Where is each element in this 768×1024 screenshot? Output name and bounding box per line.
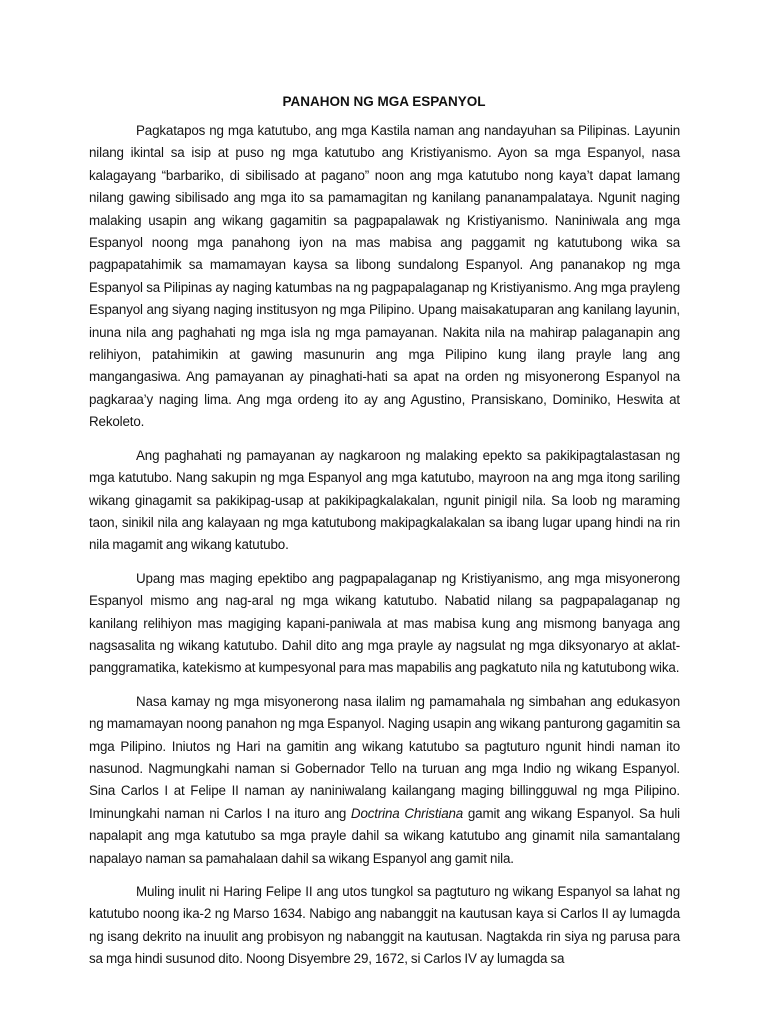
document-body <box>89 120 680 982</box>
paragraph-3: Upang mas maging epektibo ang pagpapalaganap ng Kristiyanismo, ang mga misyonerong Espanyol mismo ang nag-aral ng mga wikang katutubo. Nabatid nilang sa pagpapalaganap ng kanilang relihiyon mas magiging kapani-paniwala at mas mabisa kung ang mismong banyaga ang nagsasalita ng wikang katutubo. Dahil dito ang mga prayle ay nagsulat ng mga diksyonaryo at aklat-panggramatika, katekismo at kumpesyonal para mas mapabilis ang pagkatuto nila ng katutubong wika. <box>89 570 680 676</box>
paragraph-4-italic-title: Doctrina Christiana <box>350 805 464 821</box>
paragraph-4 <box>89 691 680 870</box>
paragraph-2: Ang paghahati ng pamayanan ay nagkaroon ng malaking epekto sa pakikipagtalastasan ng mga katutubo. Nang sakupin ng mga Espanyol ang mga katutubo, mayroon na ang mga itong sariling wikang ginagamit sa pakikipag-usap at pakikipagkalakalan, ngunit pinigil nila. Sa loob ng maraming taon, sinikil nila ang kalayaan ng mga katutubong makipagkalakalan sa ibang lugar upang hindi na rin nila magamit ang wikang katutubo. <box>89 447 680 553</box>
paragraph-4-text-before: Nasa kamay ng mga misyonerong nasa ilalim ng pamamahala ng simbahan ang edukasyon ng mamamayan noong panahon ng mga Espanyol. Naging usapin ang wikang panturong gagamitin sa mga Pilipino. Iniutos ng Hari na gamitin ang wikang katutubo sa pagtuturo ngunit hindi naman ito nasunod. Nagmungkahi naman si Gobernador Tello na turuan ang mga Indio ng wikang Espanyol. Sina Carlos I at Felipe II naman ay naniniwalang kailangang maging billingguwal ng mga Pilipino. Iminungkahi naman ni Carlos I na ituro ang <box>89 693 680 821</box>
document-title: PANAHON NG MGA ESPANYOL <box>282 94 486 109</box>
paragraph-1: Pagkatapos ng mga katutubo, ang mga Kastila naman ang nandayuhan sa Pilipinas. Layunin nilang ikintal sa isip at puso ng mga katutubo ang Kristiyanismo. Ayon sa mga Espanyol, nasa kalagayang “barbariko, di sibilisado at pagano” noon ang mga katutubo nong kaya’t dapat lamang nilang gawing sibilisado ang mga ito sa pamamagitan ng kanilang pananampalataya. Ngunit naging malaking usapin ang wikang gagamitin sa pagpapalawak ng Kristiyanismo. Naniniwala ang mga Espanyol noong mga panahong iyon na mas mabisa ang paggamit ng katutubong wika sa pagpapatahimik sa mamamayan kaysa sa libong sundalong Espanyol. Ang pananakop ng mga Espanyol sa Pilipinas ay naging katumbas na ng pagpapalaganap ng Kristiyanismo. Ang mga prayleng Espanyol ang siyang naging institusyon ng mga Pilipino. Upang maisakatuparan ang kanilang layunin, inuna nila ang paghahati ng mga isla ng mga pamayanan. Nakita nila na mahirap palaganapin ang relihiyon, patahimikin at gawing masunurin ang mga Pilipino kung ilang prayle lang ang mangangasiwa. Ang pamayanan ay pinaghati-hati sa apat na orden ng misyonerong Espanyol na pagkaraa’y naging lima. Ang mga ordeng ito ay ang Agustino, Pransiskano, Dominiko, Heswita at Rekoleto. <box>89 123 680 430</box>
paragraph-5: Muling inulit ni Haring Felipe II ang utos tungkol sa pagtuturo ng wikang Espanyol sa lahat ng katutubo noong ika-2 ng Marso 1634. Nabigo ang nabanggit na kautusan kaya si Carlos II ay lumagda ng isang dekrito na inuulit ang probisyon ng nabanggit na kautusan. Nagtakda rin siya ng parusa para sa mga hindi susunod dito. Noong Disyembre 29, 1672, si Carlos IV ay lumagda sa <box>89 884 680 967</box>
paragraph-4-text-after: gamit ang wikang Espanyol. Sa huli napalapit ang mga katutubo sa mga prayle dahil sa wikang katutubo ang ginamit nila samantalang napalayo naman sa pamahalaan dahil sa wikang Espanyol ang gamit nila. <box>89 805 680 866</box>
